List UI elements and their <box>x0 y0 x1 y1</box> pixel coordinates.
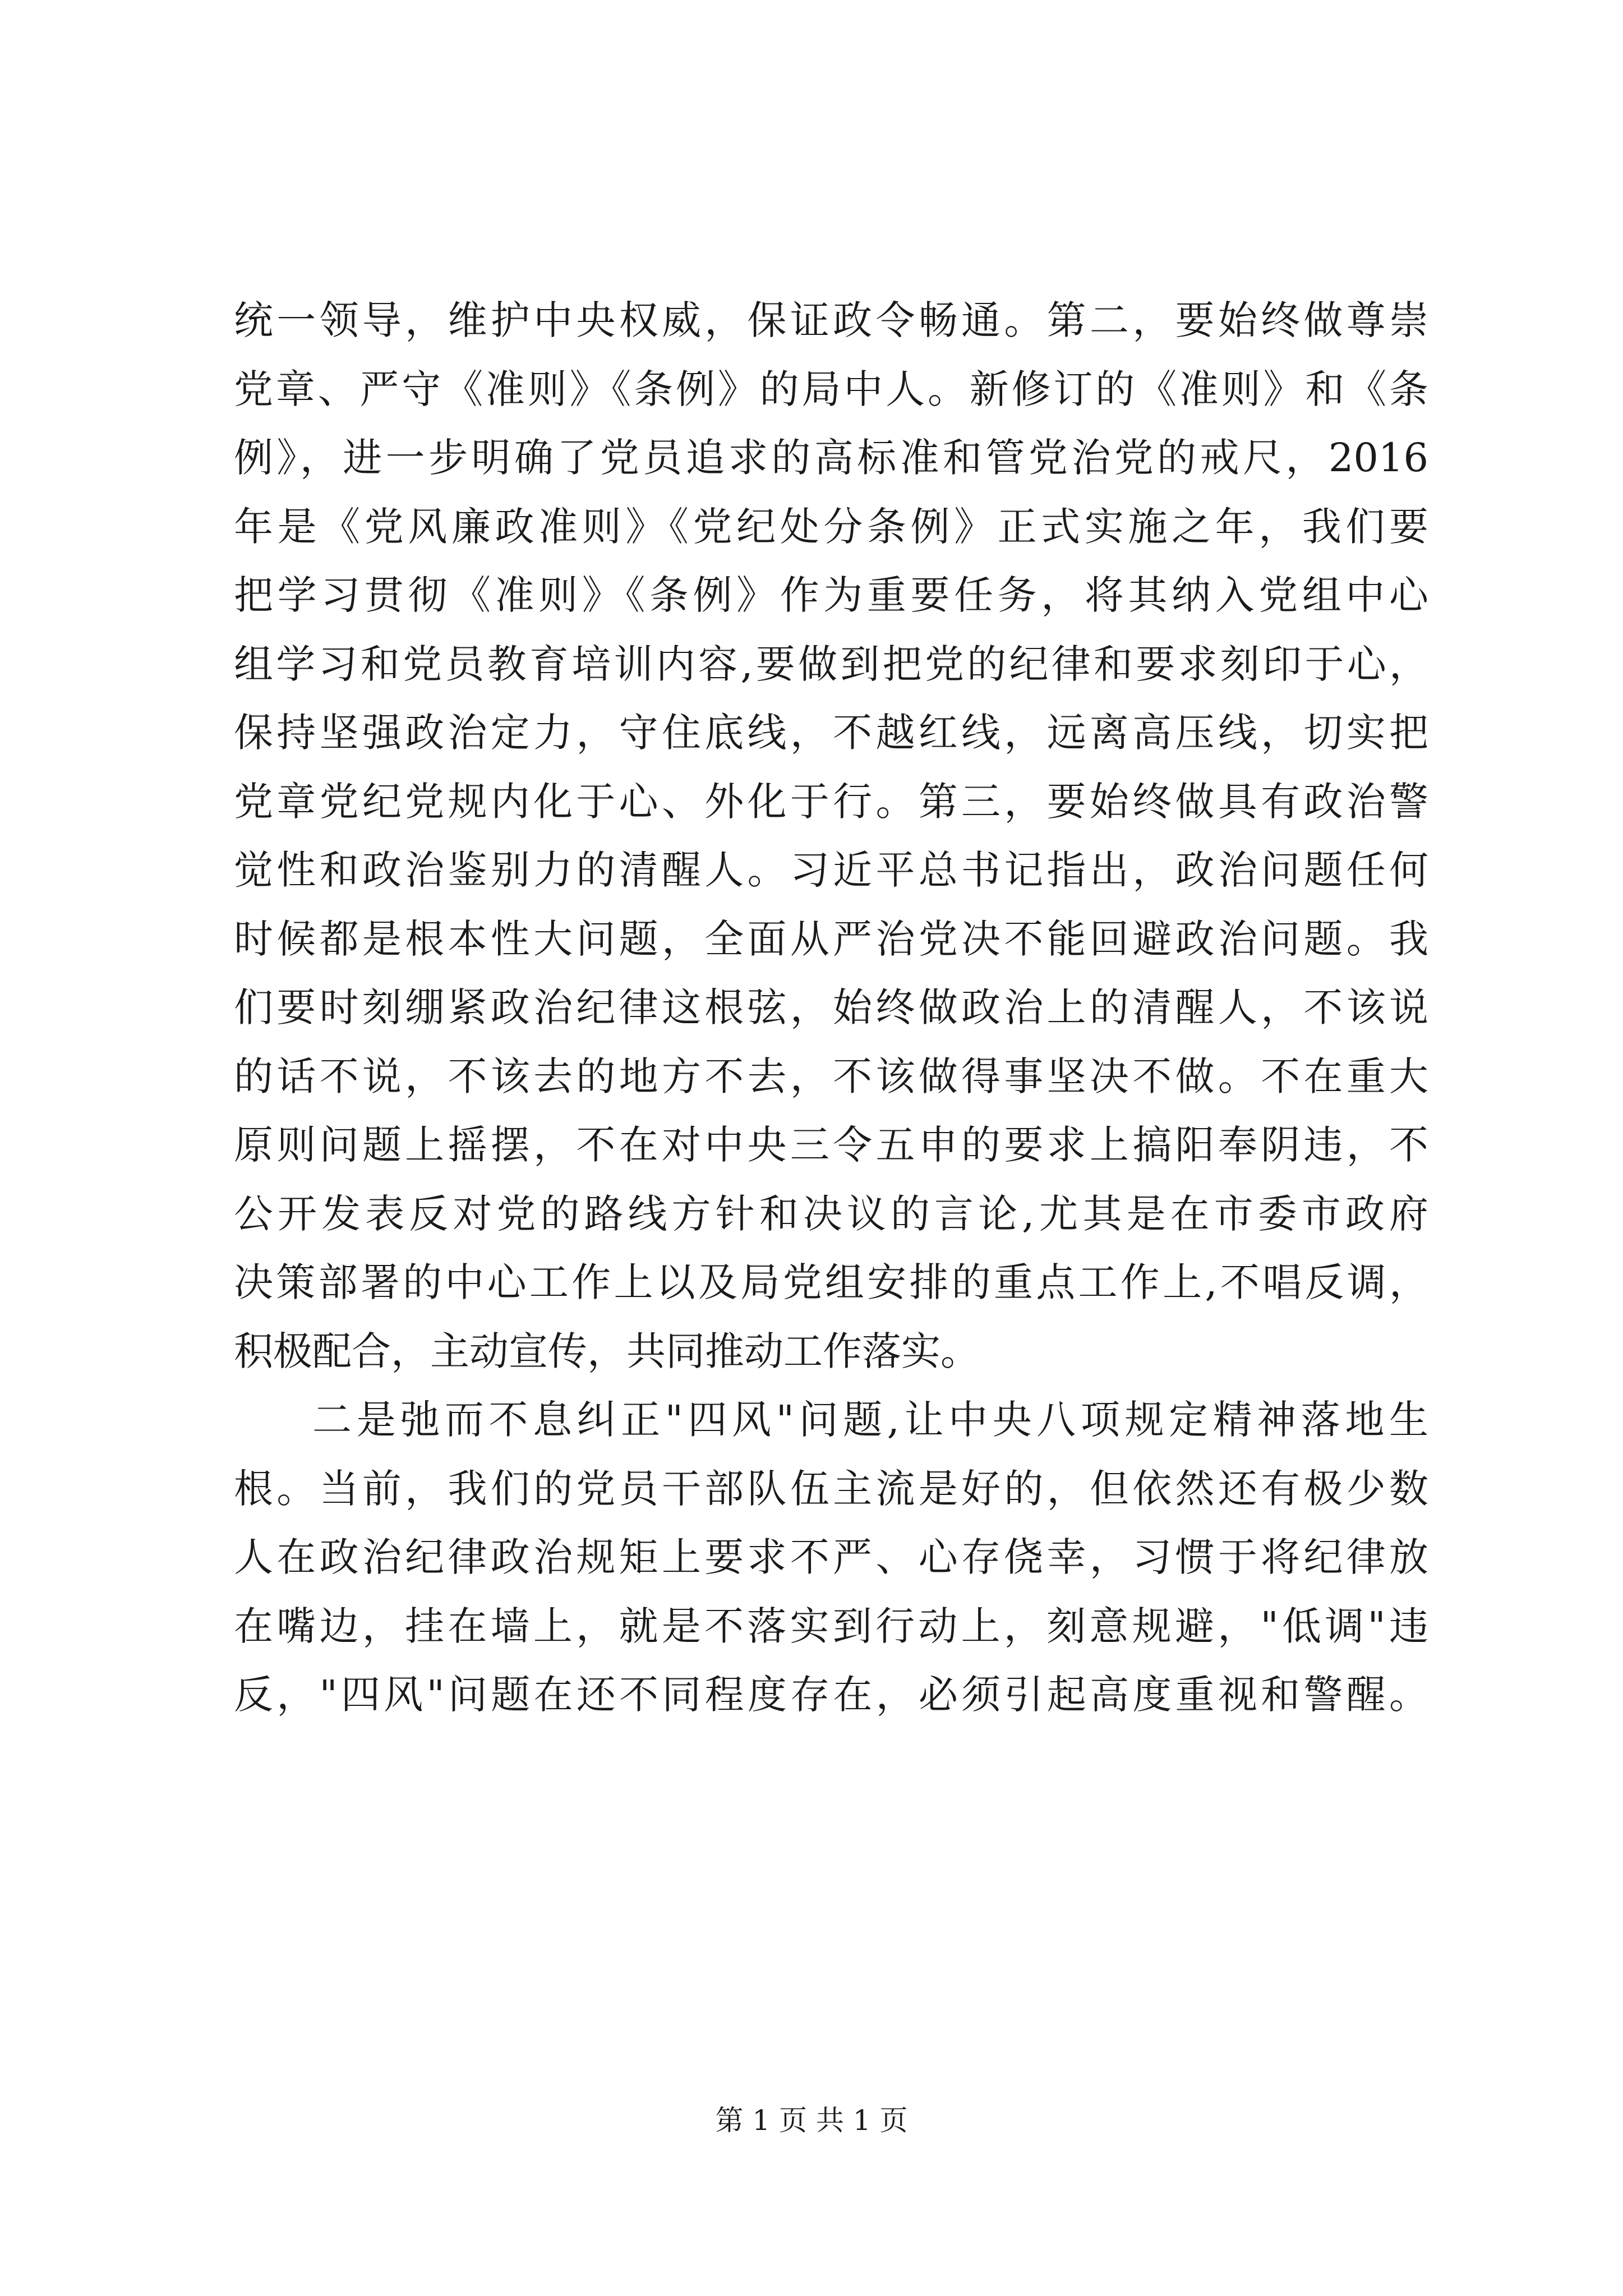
page-number-footer: 第 1 页 共 1 页 <box>715 2104 908 2137</box>
text-line: 组学习和党员教育培训内容,要做到把党的纪律和要求刻印于心， <box>234 641 1428 687</box>
text-line: 统一领导，维护中央权威，保证政令畅通。第二，要始终做尊崇 <box>234 297 1428 343</box>
text-line: 反，"四风"问题在还不同程度存在，必须引起高度重视和警醒。 <box>234 1672 1428 1718</box>
text-line: 积极配合，主动宣传，共同推动工作落实。 <box>234 1328 980 1374</box>
text-line: 的话不说，不该去的地方不去，不该做得事坚决不做。不在重大 <box>234 1053 1428 1099</box>
text-line: 在嘴边，挂在墙上，就是不落实到行动上，刻意规避，"低调"违 <box>234 1603 1428 1649</box>
text-line: 决策部署的中心工作上以及局党组安排的重点工作上,不唱反调， <box>234 1259 1428 1305</box>
text-line: 时候都是根本性大问题，全面从严治党决不能回避政治问题。我 <box>234 915 1428 962</box>
text-line: 们要时刻绷紧政治纪律这根弦，始终做政治上的清醒人，不该说 <box>234 984 1428 1030</box>
text-line: 原则问题上摇摆，不在对中央三令五申的要求上搞阳奉阴违，不 <box>234 1122 1428 1168</box>
text-line: 人在政治纪律政治规矩上要求不严、心存侥幸，习惯于将纪律放 <box>234 1534 1428 1580</box>
text-line: 根。当前，我们的党员干部队伍主流是好的，但依然还有极少数 <box>234 1465 1428 1512</box>
text-line: 党章党纪党规内化于心、外化于行。第三，要始终做具有政治警 <box>234 778 1428 825</box>
text-line: 保持坚强政治定力，守住底线，不越红线，远离高压线，切实把 <box>234 710 1428 756</box>
text-line: 觉性和政治鉴别力的清醒人。习近平总书记指出，政治问题任何 <box>234 847 1428 893</box>
text-line: 年是《党风廉政准则》《党纪处分条例》正式实施之年，我们要 <box>234 503 1428 550</box>
text-line: 把学习贯彻《准则》《条例》作为重要任务，将其纳入党组中心 <box>234 572 1428 618</box>
text-line: 例》，进一步明确了党员追求的高标准和管党治党的戒尺，2016 <box>234 435 1428 481</box>
text-line: 党章、严守《准则》《条例》的局中人。新修订的《准则》和《条 <box>234 366 1428 412</box>
text-line: 公开发表反对党的路线方针和决议的言论,尤其是在市委市政府 <box>234 1190 1428 1237</box>
document-body <box>234 286 1428 1729</box>
text-line: 二是弛而不息纠正"四风"问题,让中央八项规定精神落地生 <box>312 1397 1428 1443</box>
